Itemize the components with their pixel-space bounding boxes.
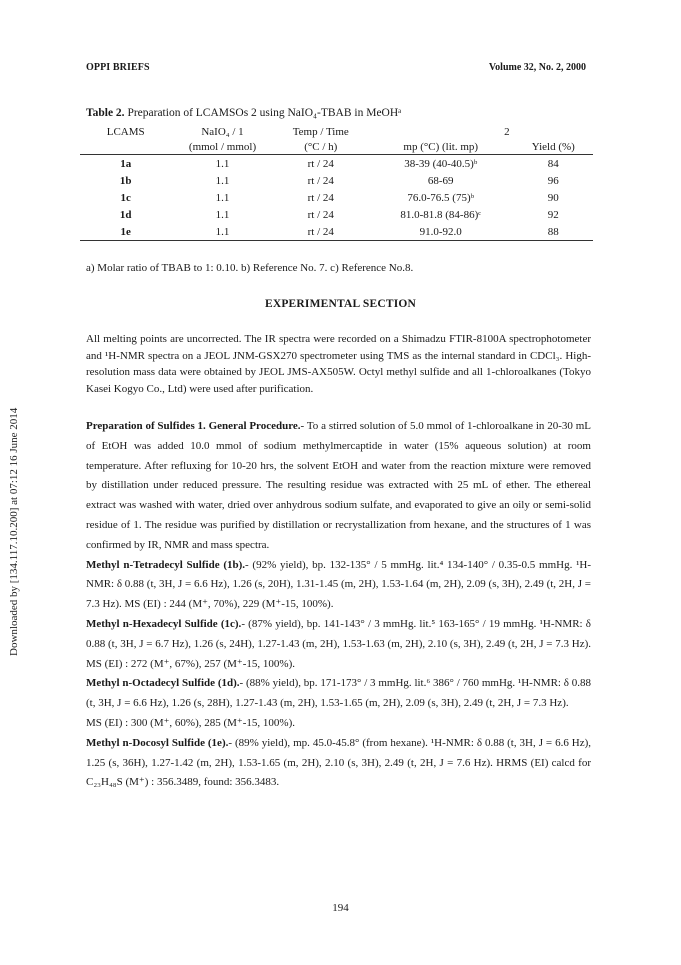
col-header-ratio: NaIO₄ / 1: [201, 125, 244, 138]
subheader-blank: [80, 140, 171, 155]
procedure-section: [86, 417, 591, 793]
cell-mp: 91.0-92.0: [368, 223, 514, 241]
cell-compound: 1b: [119, 174, 132, 187]
subheader-mp: mp (°C) (lit. mp): [368, 140, 514, 155]
compound-data: - (89% yield), mp. 45.0-45.8° (from hexane). ¹H-NMR: δ 0.88 (t, 3H, J = 6.6 Hz), 1.25 (s, 36H), 1.27-1.42 (m, 2H), 1.53-1.65 (m, 2H), 2.10 (s, 3H), 2.49 (t, 2H, J = 7.6 Hz). HRMS (EI) calcd for C₂₃H₄₈S (M⁺) : 356.3489, found: 356.3483.: [86, 736, 592, 789]
col-header-blank: [514, 123, 593, 140]
col-header-lcams: LCAMS: [106, 125, 145, 138]
compound-name: Methyl n-Octadecyl Sulfide (1d).: [86, 677, 240, 690]
general-procedure: [86, 417, 591, 556]
compound-entry: [86, 674, 591, 714]
cell-conditions: rt / 24: [307, 191, 334, 204]
compound-entry: [86, 734, 591, 793]
cell-compound: 1c: [120, 191, 131, 204]
compound-name: Methyl n-Docosyl Sulfide (1e).: [86, 736, 229, 749]
table-row: [80, 155, 593, 173]
cell-conditions: rt / 24: [307, 174, 334, 187]
table-footnote: a) Molar ratio of TBAB to 1: 0.10. b) Reference No. 7. c) Reference No.8.: [86, 262, 414, 274]
page-number: 194: [332, 902, 349, 914]
cell-compound: 1a: [120, 157, 132, 170]
cell-yield: 96: [547, 174, 559, 187]
table-header-row: [80, 123, 593, 140]
subheader-ratio-units: (mmol / mmol): [171, 140, 273, 155]
procedure-text: - To a stirred solution of 5.0 mmol of 1-chloroalkane in 20-30 mL of EtOH was added 10.0 mmol of sodium methylmercaptide in water (15% aqueous solution) at room temperature. After refluxing for 10-20 hrs, the solvent EtOH and water from the reaction mixture were removed by distillation under reduced pressure. The resulting residue was extracted with 25 mL of ether. The ethereal extract was washed with water, dried over anhydrous sodium sulfate, and evaporated to give an oily or semi-solid residue of 1. The residue was purified by distillation or recrystallization from hexane, and the structures of 1 was confirmed by IR, NMR and mass spectra.: [86, 420, 591, 551]
cell-mp: 38-39 (40-40.5)ᵇ: [404, 157, 478, 170]
compound-name: Methyl n-Hexadecyl Sulfide (1c).: [86, 617, 242, 630]
table-label: Table 2.: [86, 107, 125, 119]
cell-compound: 1d: [119, 208, 132, 221]
cell-yield: 92: [547, 208, 559, 221]
instruments-text: All melting points are uncorrected. The IR spectra were recorded on a Shimadzu FTIR-8100A spectrophotometer and ¹H-NMR spectra on a JEOL JNM-GSX270 spectrometer using TMS as the internal standard in CDCl₃. High-resolution mass data were obtained by JEOL JMS-AX505W. Octyl methyl sulfide and all 1-chloroalkanes (Tokyo Kasei Kogyo Co., Ltd) were used after purification.: [86, 333, 591, 395]
cell-mp: 81.0-81.8 (84-86)ᶜ: [400, 208, 482, 221]
cell-compound: 1e: [80, 223, 171, 241]
instruments-paragraph: [86, 331, 591, 397]
running-header-journal: OPPI BRIEFS: [86, 62, 150, 73]
cell-yield: 84: [547, 157, 559, 170]
table-row: [80, 172, 593, 189]
table-row: [80, 206, 593, 223]
table-row: [80, 189, 593, 206]
compound-ms-line: MS (EI) : 300 (M⁺, 60%), 285 (M⁺-15, 100%).: [86, 716, 295, 729]
cell-conditions: rt / 24: [274, 223, 368, 241]
table-caption-text: Preparation of LCAMSOs 2 using NaIO₄-TBAB in MeOHᵃ: [127, 107, 402, 119]
procedure-title: Preparation of Sulfides 1. General Procedure.: [86, 420, 301, 432]
download-watermark: Downloaded by [134.117.10.200] at 07:12 16 June 2014: [8, 407, 20, 656]
cell-ratio: 1.1: [215, 208, 230, 221]
subheader-yield: Yield (%): [514, 140, 593, 155]
compound-data: - (92% yield), bp. 132-135° / 5 mmHg. lit.⁴ 134-140° / 0.35-0.5 mmHg. ¹H-NMR: δ 0.88 (t, 3H, J = 6.6 Hz), 1.26 (s, 20H), 1.31-1.45 (m, 2H), 1.53-1.64 (m, 2H), 2.09 (s, 3H), 2.49 (t, 2H, J = 7.3 Hz). MS (EI) : 244 (M⁺, 70%), 229 (M⁺-15, 100%).: [86, 558, 591, 611]
cell-mp: 68-69: [427, 174, 454, 187]
compound-data: - (87% yield), bp. 141-143° / 3 mmHg. lit.⁵ 163-165° / 19 mmHg. ¹H-NMR: δ 0.88 (t, 3H, J = 6.7 Hz), 1.26 (s, 24H), 1.27-1.43 (m, 2H), 1.53-1.63 (m, 2H), 2.10 (s, 3H), 2.49 (t, 2H, J = 7.3 Hz). MS (EI) : 272 (M⁺, 67%), 257 (M⁺-15, 100%).: [86, 617, 591, 670]
col-header-temp: Temp / Time: [292, 125, 349, 138]
results-table: [80, 123, 593, 241]
compound-data: - (88% yield), bp. 171-173° / 3 mmHg. lit.⁶ 386° / 760 mmHg. ¹H-NMR: δ 0.88 (t, 3H, J = 6.6 Hz), 1.26 (s, 28H), 1.27-1.43 (m, 2H), 1.53-1.65 (m, 2H), 2.09 (s, 3H), 2.49 (t, 2H, J = 7.3 Hz).: [86, 677, 591, 710]
cell-conditions: rt / 24: [307, 208, 334, 221]
table-caption: [86, 107, 401, 119]
cell-ratio: 1.1: [215, 157, 230, 170]
cell-ratio: 1.1: [171, 223, 273, 241]
cell-yield: 88: [514, 223, 593, 241]
section-heading: EXPERIMENTAL SECTION: [264, 298, 417, 310]
cell-conditions: rt / 24: [307, 157, 334, 170]
compound-name: Methyl n-Tetradecyl Sulfide (1b).: [86, 558, 246, 571]
col-header-product: 2: [504, 125, 510, 138]
table-subheader-row: [80, 140, 593, 155]
table-row: [80, 223, 593, 241]
running-header-volume: Volume 32, No. 2, 2000: [488, 62, 586, 73]
cell-mp: 76.0-76.5 (75)ᵇ: [407, 191, 475, 204]
cell-yield: 90: [547, 191, 559, 204]
cell-ratio: 1.1: [215, 174, 230, 187]
cell-ratio: 1.1: [215, 191, 230, 204]
compound-entry: [86, 615, 591, 674]
compound-entry: [86, 556, 591, 615]
subheader-temp-units: (°C / h): [274, 140, 368, 155]
